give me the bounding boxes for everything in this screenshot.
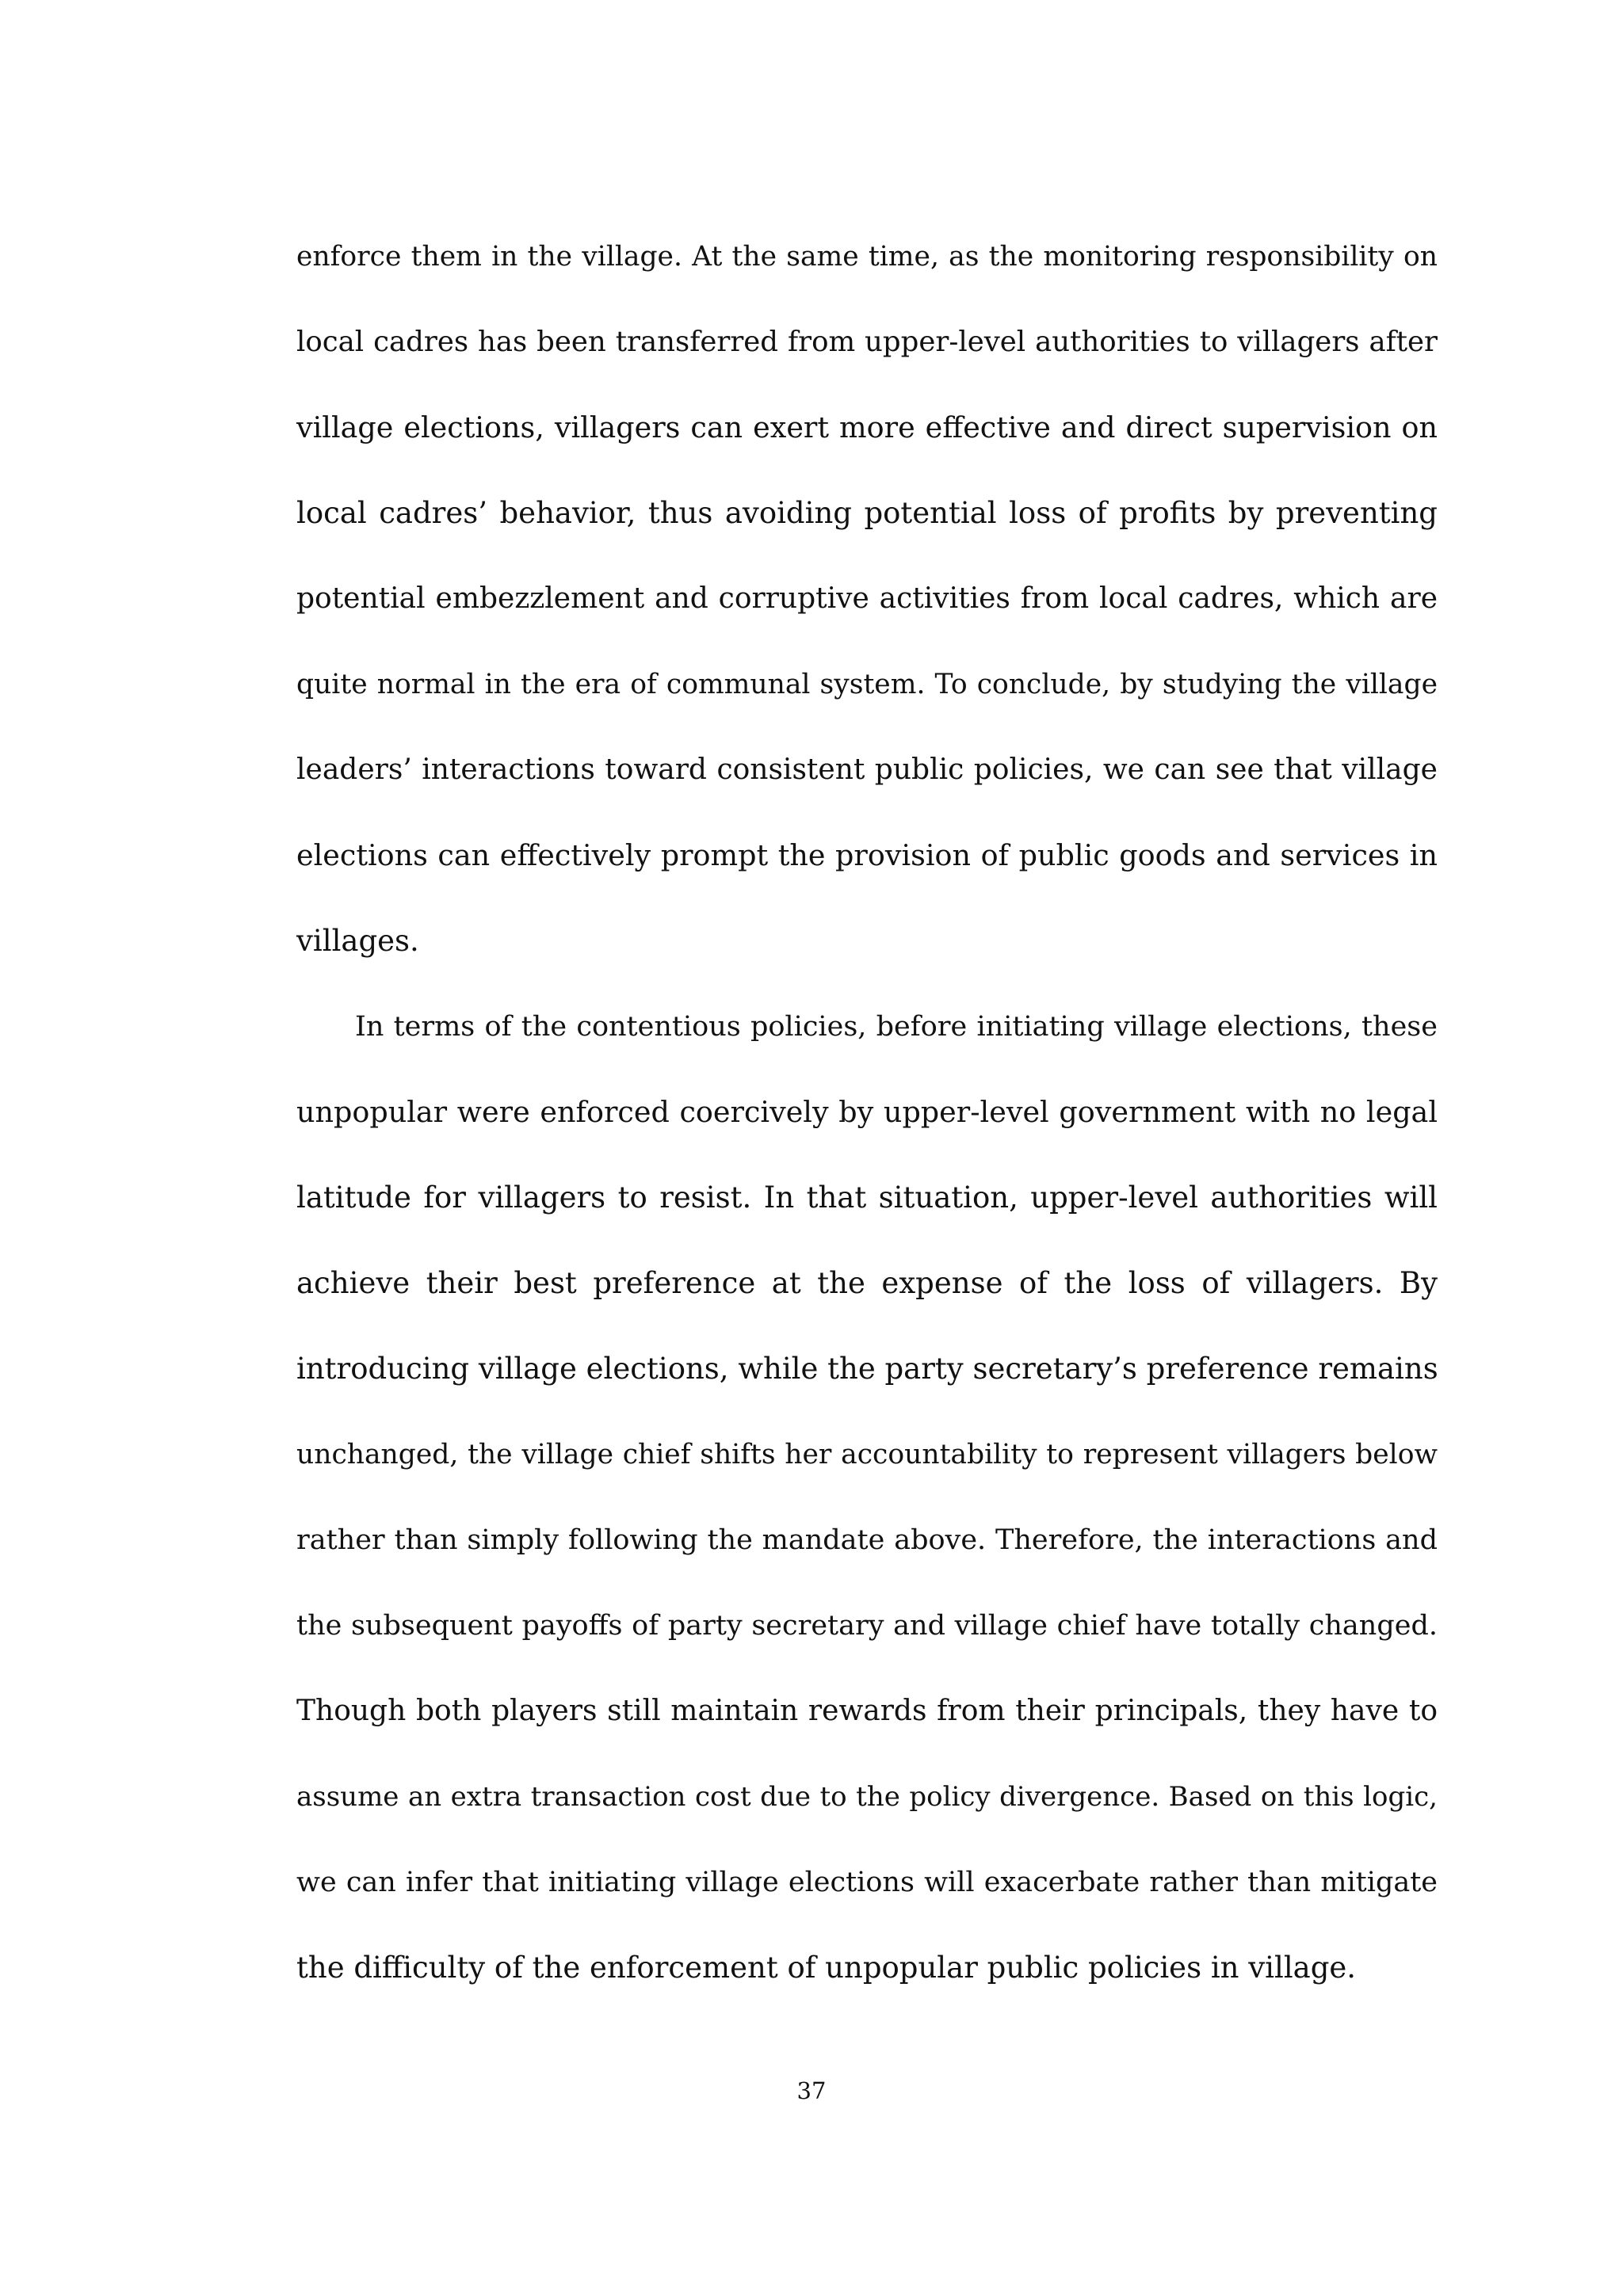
text-line: local cadres has been transferred from upper-level authorities to villagers after	[296, 326, 1438, 358]
text-line: Though both players still maintain rewards from their principals, they have to	[296, 1695, 1438, 1727]
text-line: introducing village elections, while the party secretary’s preference remains	[296, 1352, 1438, 1386]
body-text	[296, 214, 1438, 2011]
text-line: leaders’ interactions toward consistent public policies, we can see that village	[296, 753, 1438, 786]
text-line: elections can effectively prompt the provision of public goods and services in	[296, 838, 1438, 872]
text-line: the difficulty of the enforcement of unpopular public policies in village.	[296, 1951, 1357, 1985]
page-number: 37	[796, 2077, 827, 2104]
text-line: enforce them in the village. At the same time, as the monitoring responsibility on	[296, 241, 1438, 273]
text-line: we can infer that initiating village elections will exacerbate rather than mitigate	[296, 1867, 1438, 1898]
text-line: unpopular were enforced coercively by upper-level government with no legal	[296, 1095, 1438, 1129]
text-line: the subsequent payoffs of party secretary and village chief have totally changed.	[296, 1610, 1438, 1642]
text-line: local cadres’ behavior, thus avoiding potential loss of profits by preventing	[296, 496, 1438, 530]
text-line: villages.	[296, 924, 419, 958]
text-line: rather than simply following the mandate above. Therefore, the interactions and	[296, 1524, 1438, 1556]
text-line: quite normal in the era of communal system. To conclude, by studying the village	[296, 669, 1438, 700]
text-line: In terms of the contentious policies, before initiating village elections, these	[355, 1011, 1438, 1043]
text-line: latitude for villagers to resist. In that situation, upper-level authorities will	[296, 1180, 1438, 1215]
text-line: potential embezzlement and corruptive activities from local cadres, which are	[296, 582, 1438, 615]
text-line: assume an extra transaction cost due to the policy divergence. Based on this logic,	[296, 1781, 1438, 1813]
text-line: achieve their best preference at the expense of the loss of villagers. By	[296, 1266, 1438, 1300]
text-line: village elections, villagers can exert more effective and direct supervision on	[296, 410, 1438, 444]
text-line: unchanged, the village chief shifts her accountability to represent villagers below	[296, 1439, 1438, 1470]
